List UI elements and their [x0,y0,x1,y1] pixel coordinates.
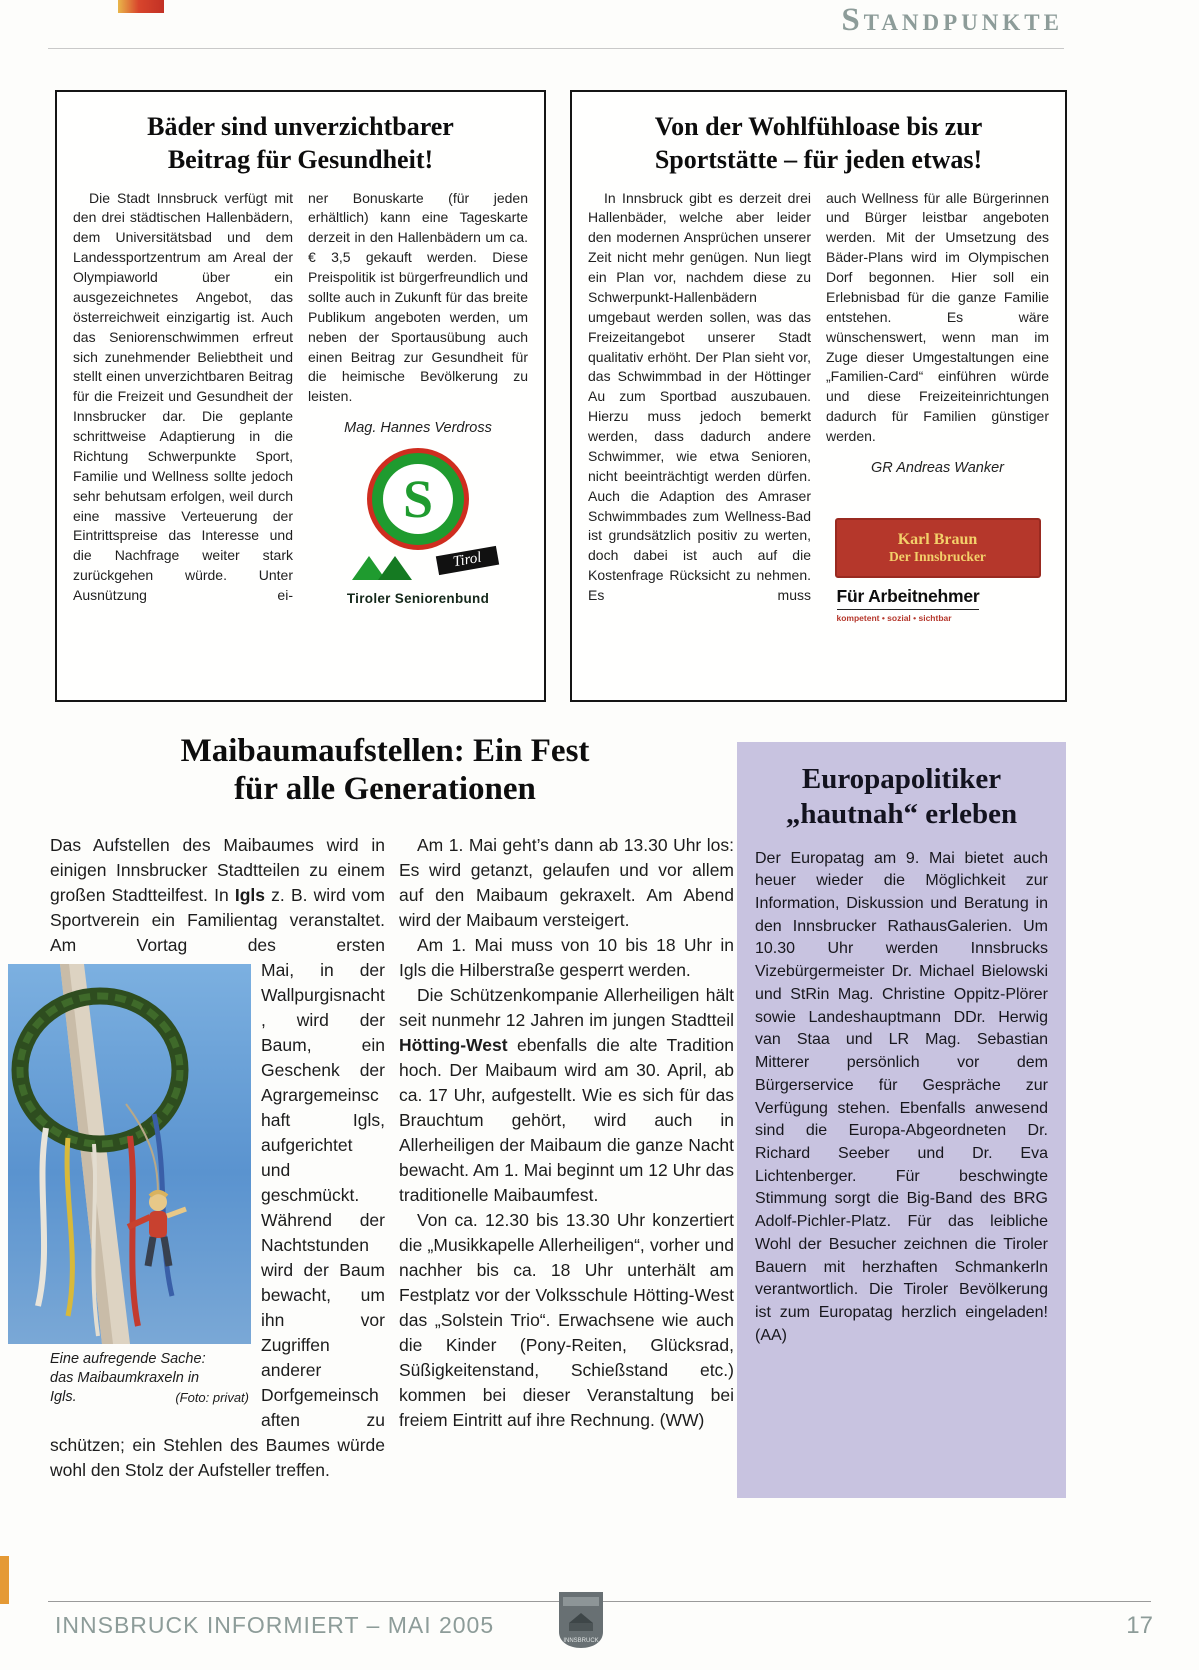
footer-page-number: 17 [1126,1612,1153,1639]
article-europa-title [755,762,1048,832]
title-line: Europapolitiker [801,763,1002,795]
body-paragraph: Die Stadt Innsbruck verfügt mit den drei städtischen Hallenbädern, dem Universitätsbad und dem Landessportzentrum am Areal der Olympiaworld über ein ausgezeichnetes Angebot, das österreichweit einzigartig ist. Auch das Seniorenschwimmen erfreut sich zunehmender Beliebtheit und stellt einen unverzichtbaren Beitrag für die Freizeit und Gesundheit der Innsbrucker dar. Die geplante schrittweise Adaptierung in die Richtung Schwerpunkte Sport, Familie und Wellness sollte jedoch sehr behutsam erfolgen, weil durch eine massive Verteuerung der Eintrittspreise das Interesse und die Nachfrage weiter stark zurückgehen würde. Unter Ausnützung ei- [73,189,293,604]
body-paragraph: Mai, in der Wallpurgisnacht, wird der Baum, ein Geschenk der Agrargemeinschaft Igls, aufgerichtet und geschmückt. Während der Nachtstunden wird der Baum bewacht, um ihn vor Zugriffen anderer Dorfgemeinschaften zu schützen; ein Stehlen des Baumes würde wohl den Stolz der Aufsteller treffen. [50,960,385,1481]
crest-label: INNSBRUCK [563,1638,599,1644]
title-line: Von der Wohlfühloase bis zur [654,112,983,141]
article-maibaum-columns [50,833,734,1483]
title-line: für alle Generationen [234,770,536,807]
article-baeder [55,90,546,702]
mountain-icon [378,556,412,580]
body-paragraph: Der Europatag am 9. Mai bietet auch heuer wieder die Möglichkeit zur Information, Diskussion und Beratung in den Innsbrucker RathausGalerien. Um 10.30 Uhr werden Innsbrucks Vizebürgermeister Dr. Michael Bielowski und StRin Mag. Christine Oppitz-Plörer sowie Landeshauptmann DDr. Herwig van Staa und LR Mag. Sebastian Mitterer persönlich vor dem Bürgerservice für Gespräche zur Verfügung stehen. Ebenfalls anwesend sind die Europa-Abgeordneten Dr. Richard Seeber und Dr. Eva Lichtenberger. Für beschwingte Stimmung sorgt die Big-Band des BRG Adolf-Pichler-Platz. Für das leibliche Wohl der Besucher zeichnen die Tiroler Bauern mit herzhaften Schmankerln verantwortlich. Die Tiroler Bevölkerung ist zum Europatag herzlich eingeladen! (AA) [755,849,1048,1344]
article-europa [737,742,1066,1498]
karl-braun-ad-red-box [835,518,1041,578]
article-baeder-title [73,110,528,177]
article-baeder-col2 [308,189,528,607]
title-line: Maibaumaufstellen: Ein Fest [180,733,590,769]
article-sportstaette-col1 [588,189,811,623]
footer-magazine-title: INNSBRUCK INFORMIERT – MAI 2005 [55,1612,495,1638]
article-sportstaette-title [588,110,1049,177]
karl-braun-ad [835,518,1041,623]
article-maibaum-col1 [50,833,385,1483]
author-byline: GR Andreas Wanker [871,459,1004,476]
tirol-banner [436,546,499,575]
article-sportstaette [570,90,1067,702]
ad-name: Karl Braun [897,530,978,548]
body-paragraph [50,833,385,958]
article-sportstaette-columns [588,189,1049,623]
title-line: „hautnah“ erleben [785,797,1018,830]
ad-subtitle: Der Innsbrucker [889,548,986,564]
seniorenbund-letter: S [402,469,434,530]
ad-slogan: Für Arbeitnehmer [837,586,980,610]
body-paragraph: ner Bonuskarte (für jeden erhältlich) kann eine Tageskarte derzeit in den Hallenbädern um ca. € 3,5 gekauft werden. Diese Preispolitik ist bürgerfreundlich und sollte auch in Zukunft für das breite Publikum angeboten werden, um neben der Sportausübung auch einen Beitrag zur Gesundheit für die heimische Bevölkerung zu leisten. [308,189,528,405]
article-baeder-col1 [73,189,293,607]
seniorenbund-circle-icon [367,448,469,550]
ad-tagline: kompetent • sozial • sichtbar [836,612,952,623]
text-run: Das Aufstellen des Maibaumes wird in einigen Innsbrucker Stadtteilen zu einem großen Stadtteilfest. In [50,835,385,906]
title-line: Bäder sind unverzichtbarer [147,112,454,141]
title-line: Sportstätte – für jeden etwas! [654,145,983,175]
body-paragraph: Am 1. Mai muss von 10 bis 18 Uhr in Igls die Hilberstraße gesperrt werden. [399,935,734,981]
text-run: ebenfalls die alte Tradition hoch. Der Maibaum wird am 30. April, ab ca. 17 Uhr, aufgestellt. Wie es sich für das Brauchtum gehört, wird auch in Allerheiligen der Maibaum die ganze Nacht bewacht. Am 1. Mai beginnt um 12 Uhr das traditionelle Maibaumfest. [399,1035,734,1206]
seniorenbund-caption: Tiroler Seniorenbund [346,591,490,607]
body-paragraph: Am 1. Mai geht’s dann ab 13.30 Uhr los: Es wird getanzt, gelaufen und vor allem auf den Maibaum gekraxelt. Am Abend wird der Maibaum versteigert. [399,835,734,931]
body-paragraph [399,983,734,1208]
article-maibaum-title [60,733,710,809]
bold-keyword: Igls [234,885,266,906]
photo-caption-text: Eine aufregende Sache: das Maibaumkraxeln in Igls. [50,1351,206,1405]
article-maibaum-col2 [399,833,734,1483]
print-mark-left [0,1556,9,1604]
body-paragraph: auch Wellness für alle Bürgerinnen und Bürger leistbar angeboten werden. Mit der Umsetzung des Bäder-Plans wird im Olympischen Dorf begonnen. Hier soll ein Erlebnisbad für die ganze Familie entstehen. Es wäre wünschenswert, wenn man im Zuge dieser Umgestaltungen eine „Familien-Card“ einführen würde und diese Freizeiteinrichtungen dadurch für Familien günstiger werden. [826,189,1049,445]
print-mark-top [118,0,164,13]
maypole-photo-figure [8,964,251,1409]
text-run: z. B. wird vom Sportverein ein Familientag veranstaltet. Am Vortag des ersten [50,885,385,956]
bold-keyword: Hötting-West [399,1035,508,1056]
maypole-photo [8,964,251,1344]
header-rule [48,48,1064,49]
tirol-banner-label: Tirol [452,549,484,571]
body-paragraph: In Innsbruck gibt es derzeit drei Hallenbäder, welche aber leider den modernen Ansprüchen unserer Zeit nicht mehr genügen. Nun liegt ein Plan vor, nachdem diese zu Schwerpunkt-Hallenbädern umgebaut werden sollen, was das Freizeitangebot unserer Stadt qualitativ erhöht. Der Plan sieht vor, das Schwimmbad in der Höttinger Au zum Sportbad auszubauen. Hierzu muss jedoch bemerkt werden, dass dadurch andere Schwimmer, wie etwa Senioren, nicht beeinträchtigt werden dürfen. Auch die Adaption des Amraser Schwimmbades zum Wellness-Bad ist grundsätzlich positiv zu werten, doch dabei ist auch auf die Kostenfrage Rücksicht zu nehmen. Es muss [588,189,811,604]
title-line: Beitrag für Gesundheit! [167,145,434,175]
karl-braun-ad-white-box [835,578,1041,623]
author-byline: Mag. Hannes Verdross [344,420,492,437]
body-paragraph: Von ca. 12.30 bis 13.30 Uhr konzertiert die „Musikkapelle Allerheiligen“, vorher und nachher bis ca. 18 Uhr unterhält am Festplatz vor der Volksschule Hötting-West das „Solstein Trio“. Erwachsene wie auch die Kinder (Pony-Reiten, Glücksrad, Süßigkeitenstand, Schießstand etc.) kommen bei dieser Veranstaltung bei freiem Eintritt auf ihre Rechnung. (WW) [399,1210,734,1431]
seniorenbund-logo [308,448,528,606]
innsbruck-crest-icon [556,1590,606,1655]
section-title: Standpunkte [841,2,1063,38]
text-run: Die Schützenkompanie Allerheiligen hält seit nunmehr 12 Jahren im jungen Stadtteil [399,985,734,1031]
article-baeder-columns [73,189,528,607]
seniorenbund-inner-disc [383,464,453,534]
innsbruck-crest-svg [556,1590,606,1650]
photo-credit: (Foto: privat) [175,1389,249,1405]
article-sportstaette-col2 [826,189,1049,623]
photo-caption [8,1344,251,1409]
section-header [841,2,1063,39]
